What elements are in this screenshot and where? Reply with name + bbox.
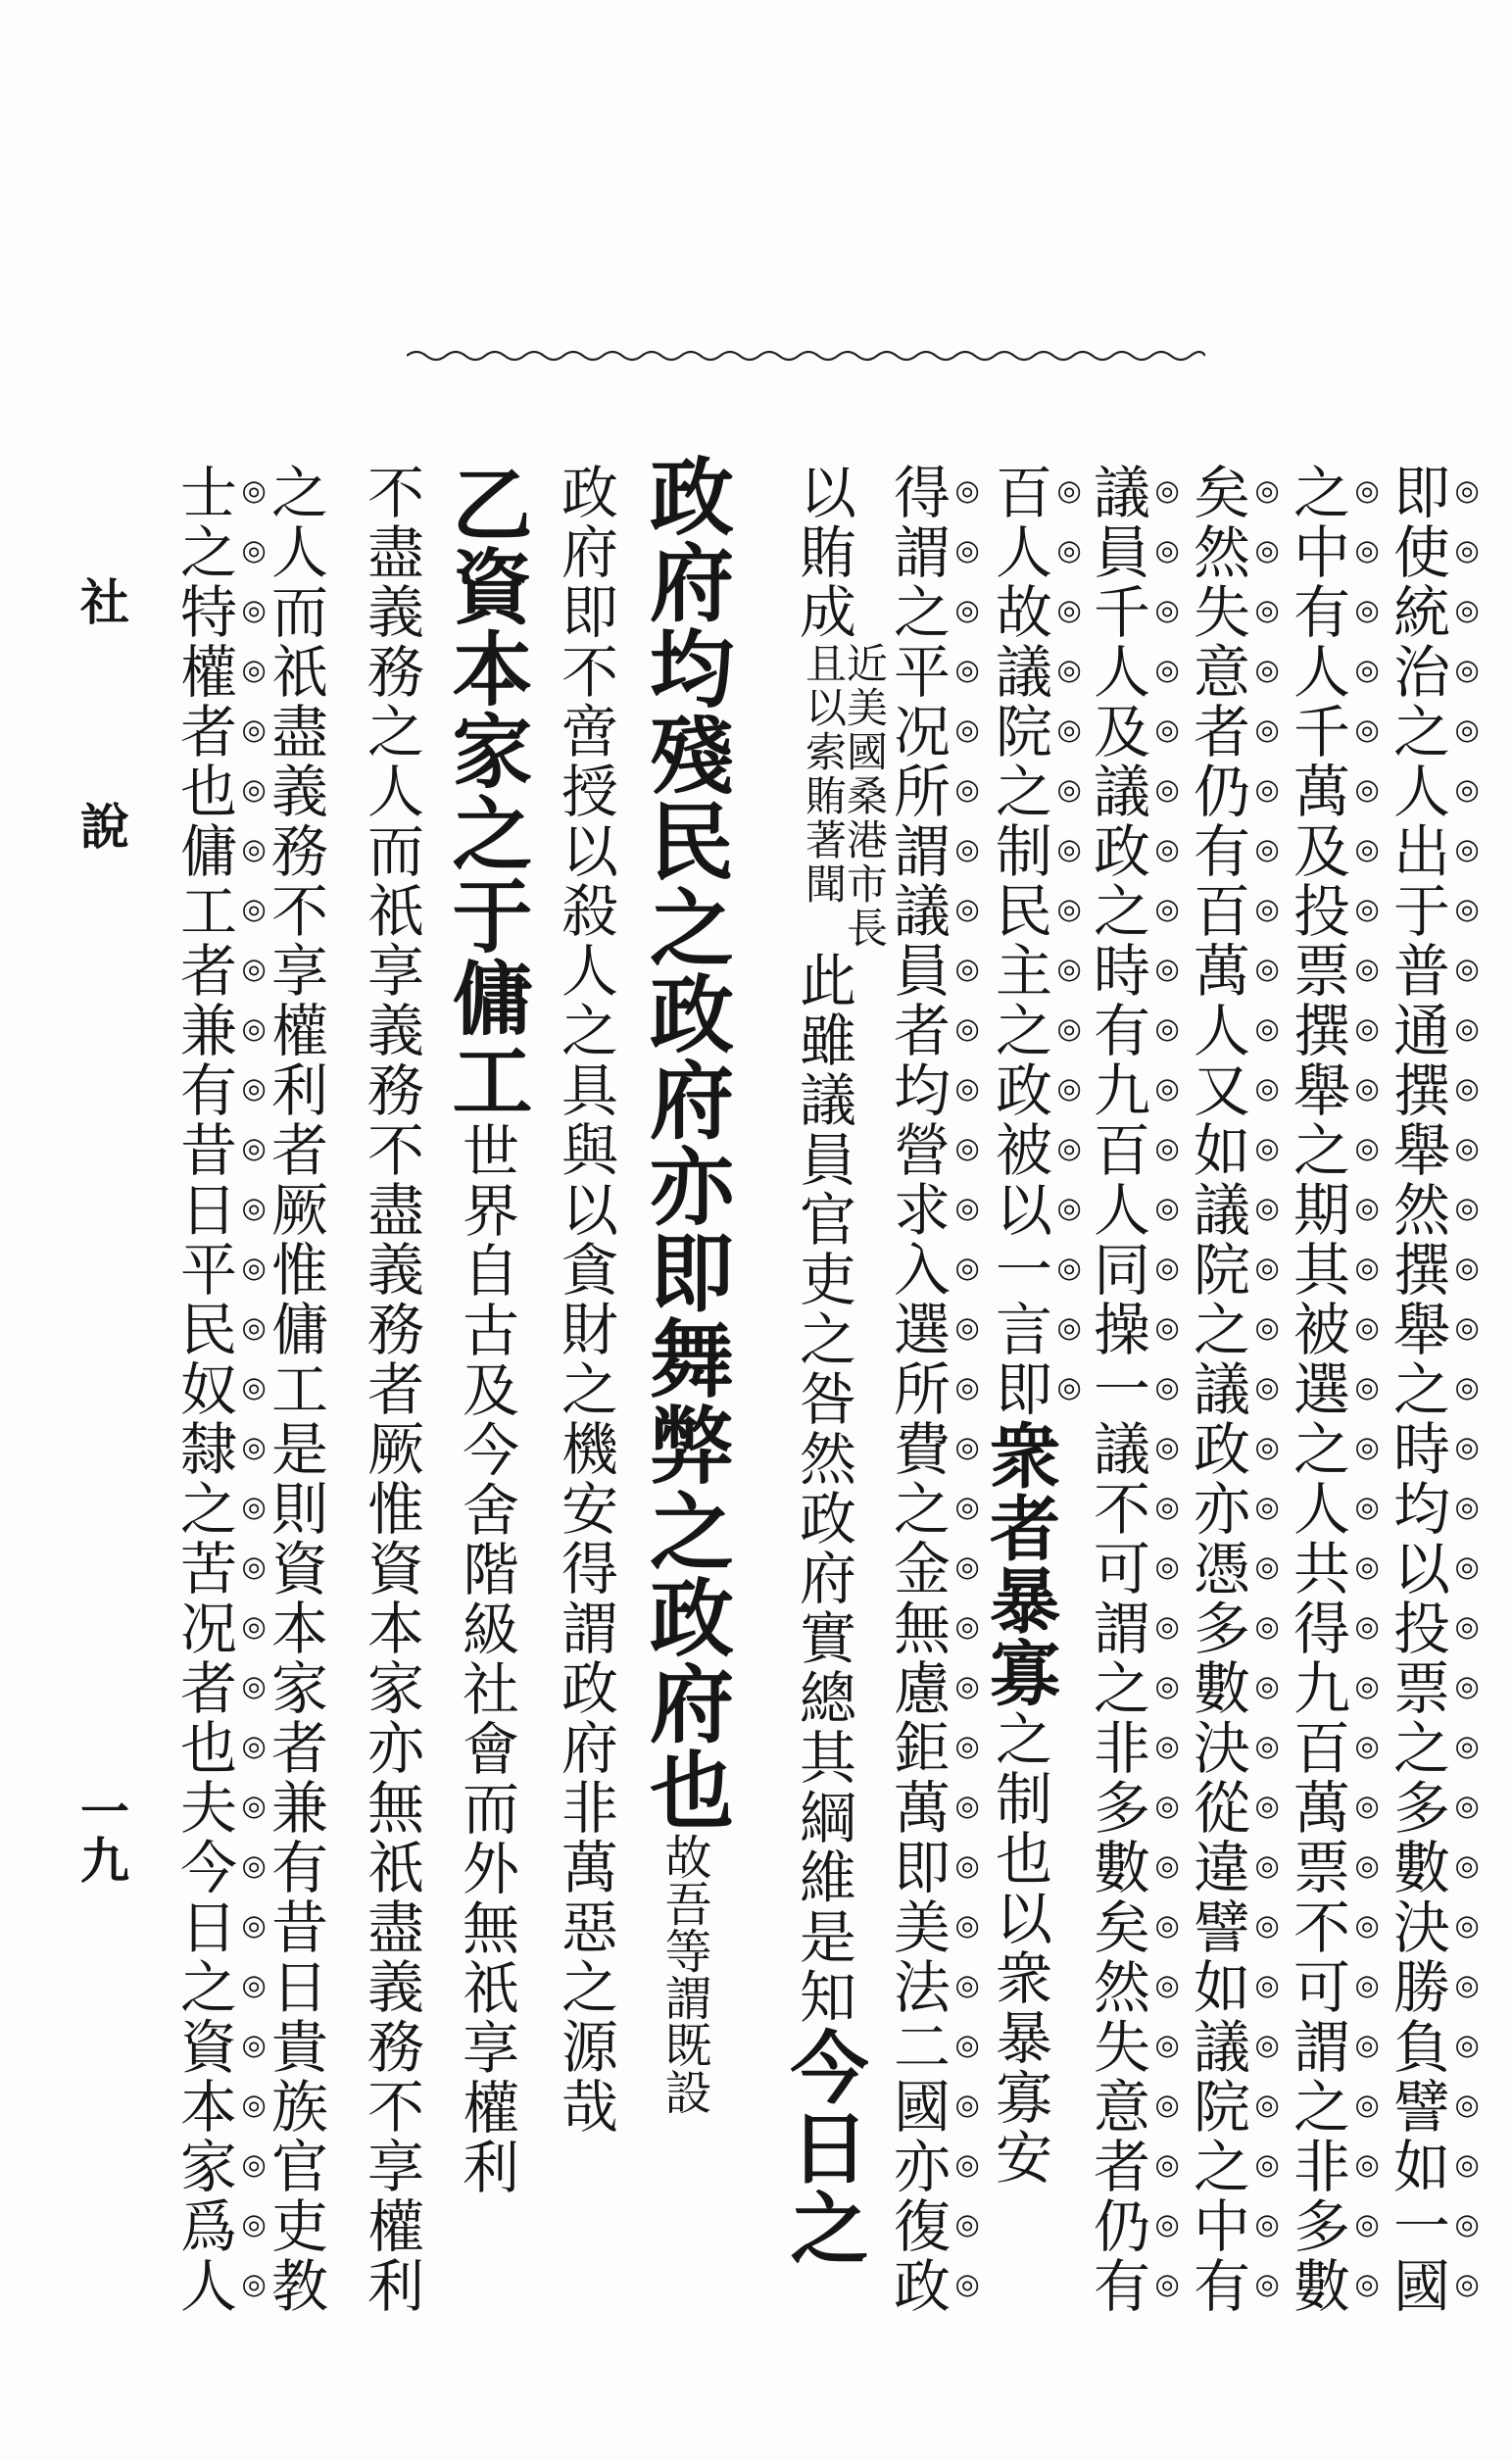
text-column-2: 之中有人千萬及投票撰舉之期其被選之人共得九百萬票不可謂之非多數 xyxy=(1284,463,1350,2316)
text-column-12: 之人而祇盡義務不享權利者厥惟傭工是則資本家者兼有昔日貴族官吏教 xyxy=(262,463,328,2316)
inline-note xyxy=(800,642,889,951)
inline-note-line-1: 近美國桑港市長 xyxy=(841,642,889,951)
text-column-1: 即使統治之人出于普通撰舉然撰舉之時均以投票之多數決勝負譬如一國 xyxy=(1384,463,1450,2316)
heading-start: 今日之 xyxy=(777,2027,869,2268)
emphasis-phrase: 衆者暴寡 xyxy=(978,1419,1061,1709)
heading-text: 政府均殘民之政府亦即舞弊之政府也 xyxy=(635,453,734,1833)
heading-tail: 故吾等謂既設 xyxy=(657,1833,711,2115)
text-column-13: 士之特權者也傭工者兼有昔日平民奴隸之苦况者也夫今日之資本家爲人 xyxy=(171,463,237,2316)
text-column-7 xyxy=(777,463,889,2268)
page-number: 一九 xyxy=(73,1786,130,1884)
section-heading-column xyxy=(439,463,533,2197)
text-column-4: 議員千人及議政之時有九百人同操一議不可謂之非多數矣然失意者仍有 xyxy=(1084,463,1150,2316)
column-5-tail: 之制也以衆暴寡安 xyxy=(986,1709,1052,2188)
section-text: 世界自古及今舍階級社會而外無祇享權利 xyxy=(453,1121,519,2197)
text-column-9: 政府即不啻授以殺人之具與以貪財之機安得謂政府非萬惡之源哉 xyxy=(552,463,618,2137)
inline-note-line-2: 且以索賄著聞 xyxy=(800,642,848,907)
running-head: 社 說 xyxy=(73,576,130,909)
heading-column xyxy=(635,453,734,2115)
text-column-6: 得謂之平况所謂議員者均營求入選所費之金無慮鉅萬即美法二國亦復政 xyxy=(884,463,951,2316)
section-heading: 乙資本家之于傭工 xyxy=(439,463,533,1121)
text-column-5 xyxy=(978,463,1086,2188)
wavy-divider xyxy=(407,345,1205,367)
column-7-middle: 此雖議員官吏之咎然政府實總其綱維是知 xyxy=(790,951,856,2027)
text-column-11: 不盡義務之人而祇享義務不盡義務者厥惟資本家亦無祇盡義務不享權利 xyxy=(358,463,424,2316)
column-7-text: 以賄成 xyxy=(790,463,856,642)
column-5-text: 百人故議院之制民主之政被以一言即 xyxy=(986,463,1052,1419)
text-column-3: 矣然失意者仍有百萬人又如議院之議政亦憑多數決從違譬如議院之中有 xyxy=(1184,463,1250,2316)
